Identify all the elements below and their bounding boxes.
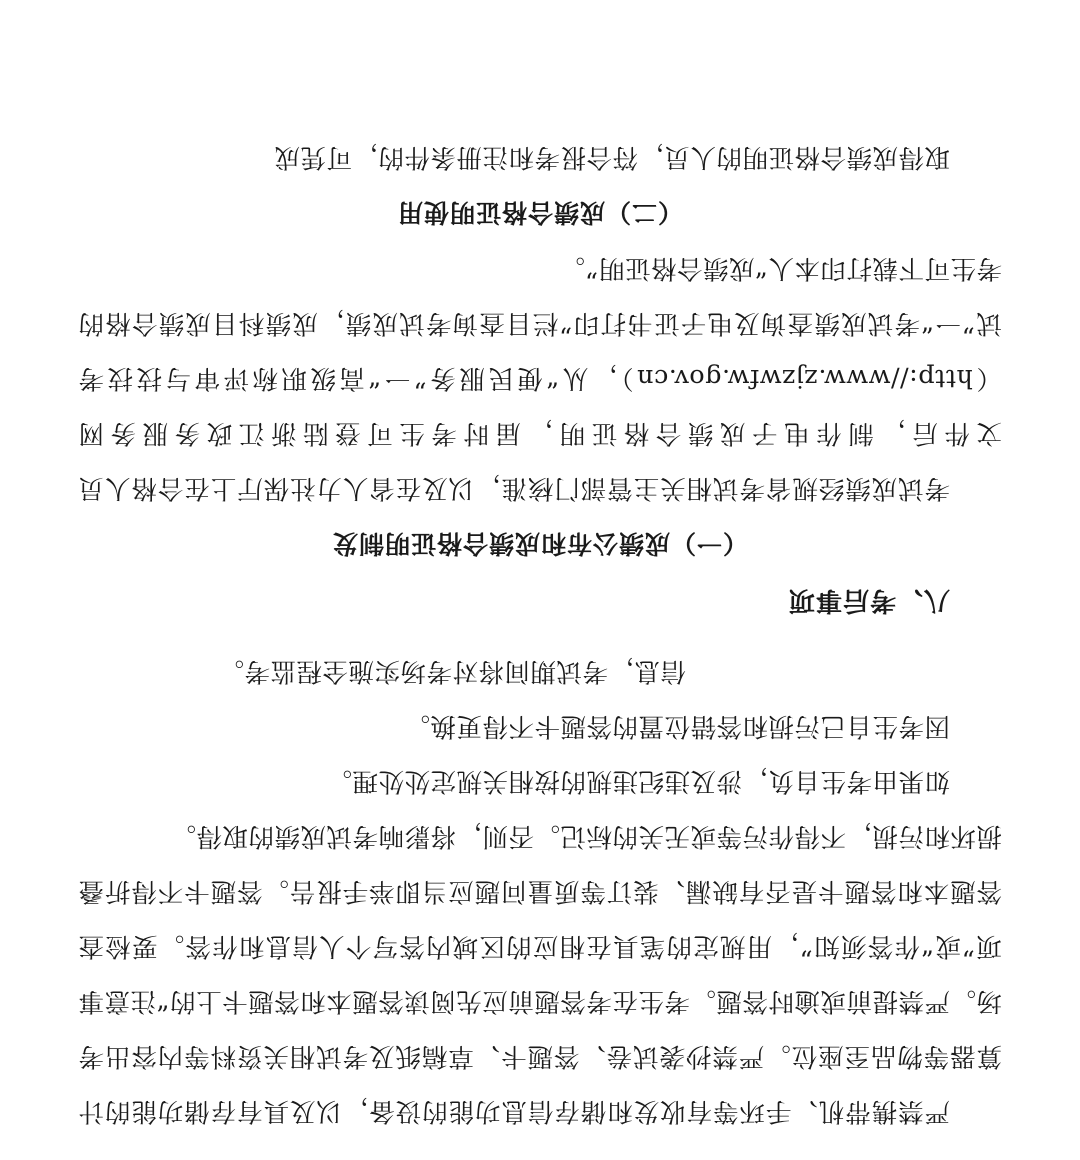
sub-heading-8-2: （二）成绩合格证明使用 — [397, 198, 684, 227]
section-heading-8: 八、考后事项 — [787, 585, 950, 615]
paragraph: 因考生自己污损和答错位置的答题卡不得更换。 — [403, 711, 950, 741]
paragraph: 如果由考生自负，涉及违纪违规的按相关规定处处理。 — [325, 766, 950, 796]
paragraph: 严禁携带机、手环等有收发和储存信息功能的设备，以及具有存储功能的计算器等物品至座位。严禁抄袭试卷、答题卡、草稿纸及考试相关资料等内容出考场。严禁提前或逾时答题。考生在考答题前应先阅读答题本和答题卡上的“注意事项”或“作答须知”，用规定的笔具在相应的区域内答写个人信息和作答。要检查答题本和答题卡是否有缺漏、装订等质量问题应当即举手报告。答题卡不得折叠损坏和污损，不得作污等或无关的标记。否则，将影响考试成绩的取得。 — [78, 821, 1002, 1126]
paragraph: 信息，考试期间将对考场实施全程监考。 — [218, 656, 687, 686]
sub-heading-8-1: （一）成绩公布和成绩合格证明制发 — [332, 529, 749, 558]
paragraph: 取得成绩合格证明的人员，符合报考和注册条件的，可凭成 — [273, 142, 950, 172]
paragraph: 考试成绩经规省考试相关主管部门核准，以及在省人力社保厅上在合格人员文件后，制作电子成绩合格证明，届时考生可登陆浙江政务服务网（http://www.zjzwfw.gov.cn），从“便民服务”一“高级职称评审与技技考试”一“考试成绩查询及电子证书打印”栏目查询考试成绩，成绩科目成绩合格的考生可下载打印本人“成绩合格证明”。 — [78, 253, 1002, 503]
